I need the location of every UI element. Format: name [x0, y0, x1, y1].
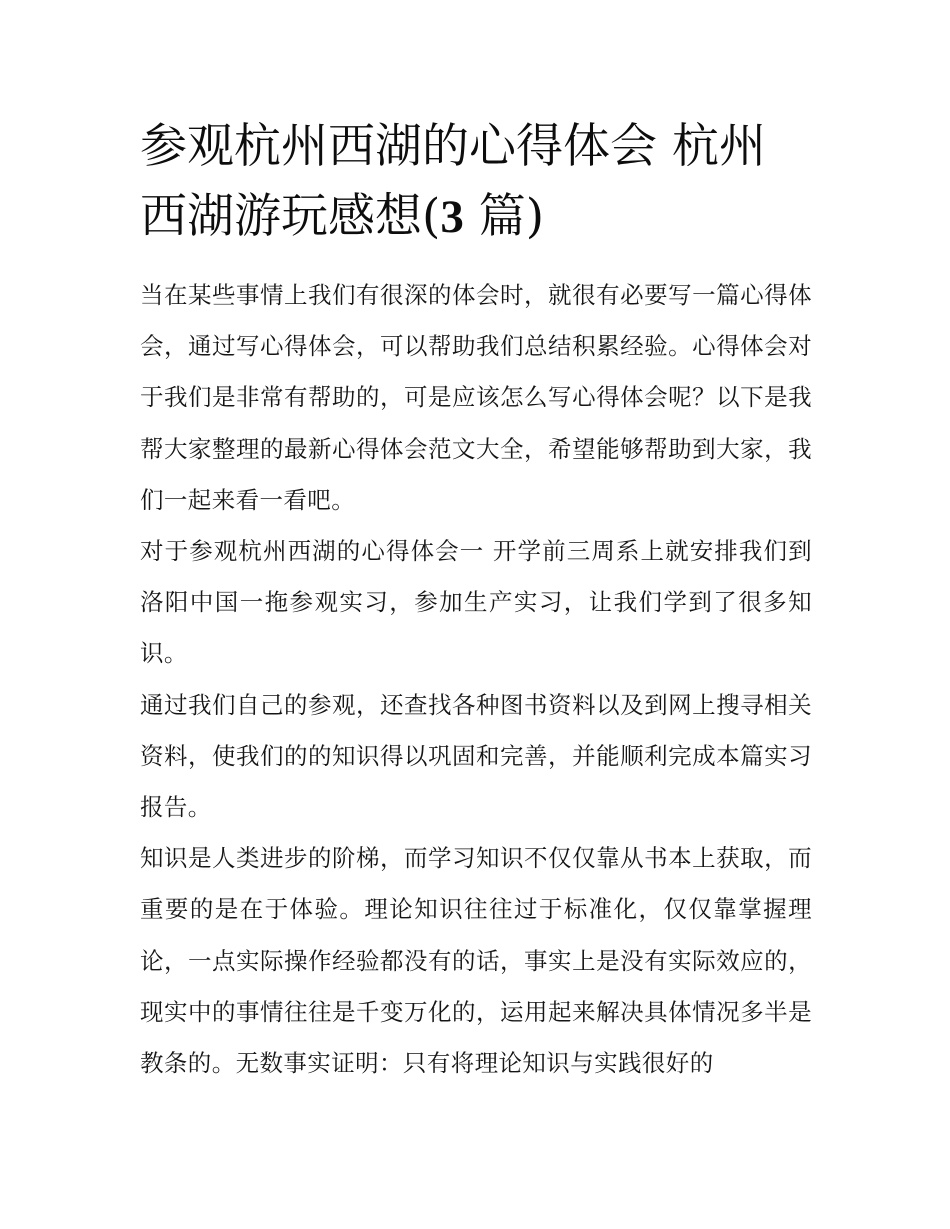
document-body: [140, 270, 812, 1089]
document-content: [140, 112, 812, 1089]
document-title-count: 3: [440, 191, 464, 243]
paragraph-research: 通过我们自己的参观，还查找各种图书资料以及到网上搜寻相关资料，使我们的的知识得以巩固和完善，并能顺利完成本篇实习报告。: [140, 690, 812, 822]
paragraph-knowledge: 知识是人类进步的阶梯，而学习知识不仅仅靠从书本上获取，而重要的是在于体验。理论知识往往过于标准化，仅仅靠掌握理论，一点实际操作经验都没有的话，事实上是没有实际效应的，现实中的事情往往是千变万化的，运用起来解决具体情况多半是教条的。无数事实证明：只有将理论知识与实践很好的: [140, 844, 812, 1078]
document-title-suffix: 篇): [463, 189, 545, 244]
paragraph-visit: 对于参观杭州西湖的心得体会一 开学前三周系上就安排我们到洛阳中国一拖参观实习，参加生产实习，让我们学到了很多知识。: [140, 537, 812, 668]
document-title: [140, 112, 812, 252]
paragraph-intro: 当在某些事情上我们有很深的体会时，就很有必要写一篇心得体会，通过写心得体会，可以帮助我们总结积累经验。心得体会对于我们是非常有帮助的，可是应该怎么写心得体会呢？以下是我帮大家整理的最新心得体会范文大全，希望能够帮助到大家，我们一起来看一看吧。: [140, 281, 812, 514]
document-title-text: 参观杭州西湖的心得体会 杭州西湖游玩感想(: [140, 119, 766, 244]
